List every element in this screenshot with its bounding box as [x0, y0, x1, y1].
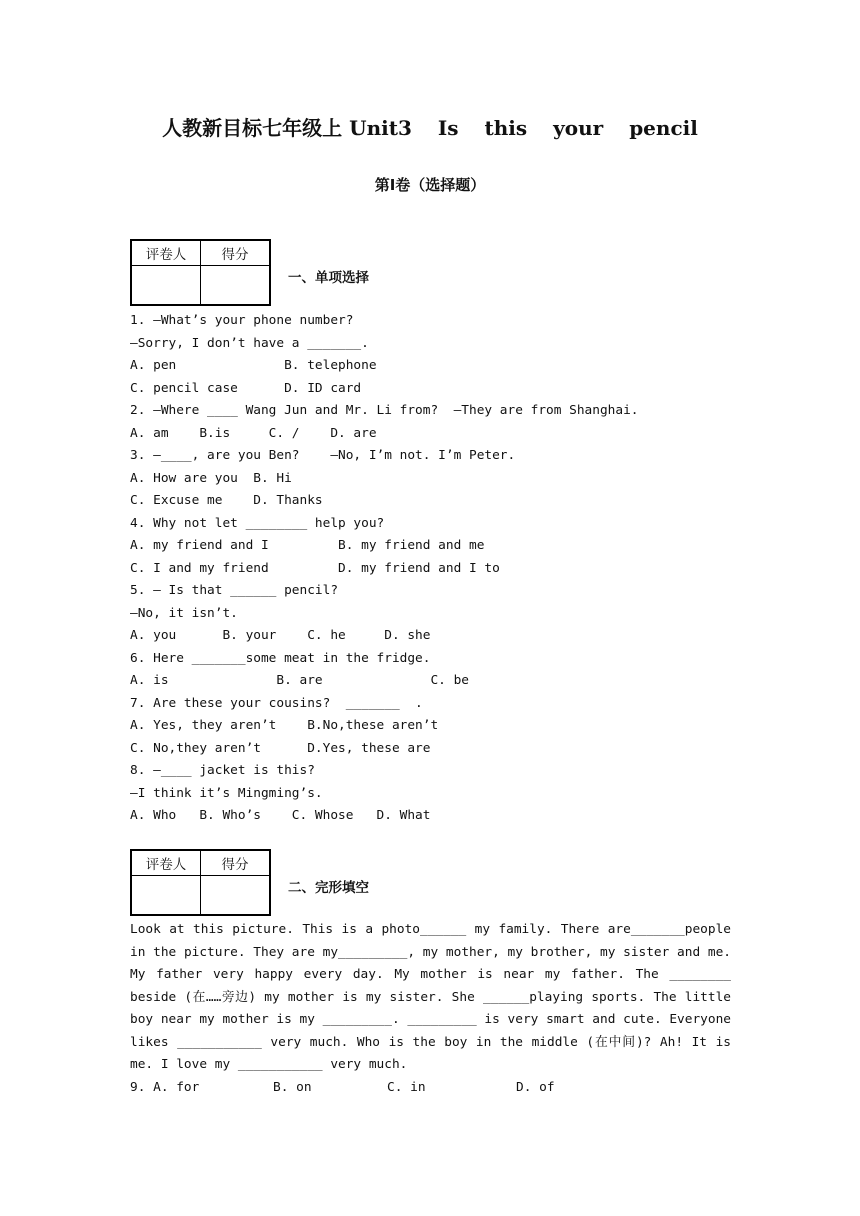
q9-option-d: D. of: [516, 1080, 555, 1095]
score-cell: [201, 876, 271, 916]
grader-header: 评卷人: [131, 850, 201, 876]
section-heading: 一、单项选择: [288, 270, 369, 286]
question-line: A. Yes, they aren’t B.No,these aren’t: [130, 718, 439, 733]
grader-header: 评卷人: [131, 240, 201, 266]
title-word: this: [484, 116, 528, 140]
question-line: 1. —What’s your phone number?: [130, 313, 354, 328]
question-line: A. Who B. Who’s C. Whose D. What: [130, 808, 431, 823]
title-word: pencil: [629, 116, 698, 140]
question-list: [130, 310, 639, 828]
question-line: A. my friend and I B. my friend and me: [130, 538, 485, 553]
section-heading: 二、完形填空: [288, 880, 369, 896]
score-table: [130, 849, 271, 916]
cloze-passage: Look at this picture. This is a photo______ my family. There are_______people in the picture. They are my_________, my mother, my brother, my sister and me. My father very happy every day. My mother is near my father. The ________ beside (在……旁边) my mother is my sister. She ______playing sports. The little boy near my mother is my _________. _________ is very smart and cute. Everyone likes ___________ very much. Who is the boy in the middle (在中间)? Ah! It is me. I love my ___________ very much.: [130, 922, 731, 1072]
question-line: 5. — Is that ______ pencil?: [130, 583, 339, 598]
question-line: 2. —Where ____ Wang Jun and Mr. Li from? —They are from Shanghai.: [130, 403, 639, 418]
question-line: 6. Here _______some meat in the fridge.: [130, 650, 431, 666]
grader-cell: [131, 876, 201, 916]
title-word: your: [553, 116, 604, 140]
question-line: A. How are you B. Hi: [130, 470, 292, 486]
question-line: —No, it isn’t.: [130, 605, 238, 621]
question-line: A. you B. your C. he D. she: [130, 628, 431, 643]
question-line: C. pencil case D. ID card: [130, 380, 362, 396]
score-table: [130, 239, 271, 306]
score-cell: [201, 266, 271, 306]
title-word: Is: [437, 116, 459, 140]
question-line: C. I and my friend D. my friend and I to: [130, 560, 500, 576]
q9-option-a: 9. A. for: [130, 1080, 200, 1095]
question-line: 4. Why not let ________ help you?: [130, 515, 385, 531]
question-line: A. is B. are C. be: [130, 673, 469, 688]
volume-subtitle: 第Ⅰ卷（选择题）: [374, 176, 486, 194]
score-header: 得分: [201, 240, 271, 266]
q9-option-b: B. on: [273, 1080, 312, 1095]
title-main: 人教新目标七年级上 Unit3: [162, 116, 412, 140]
question-line: 8. —____ jacket is this?: [130, 763, 315, 778]
question-line: A. pen B. telephone: [130, 358, 377, 373]
question-line: —Sorry, I don’t have a _______.: [130, 335, 369, 351]
question-line: 3. —____, are you Ben? —No, I’m not. I’m Peter.: [130, 448, 516, 463]
grader-cell: [131, 266, 201, 306]
question-line: C. No,they aren’t D.Yes, these are: [130, 740, 431, 756]
score-header: 得分: [201, 850, 271, 876]
q9-option-c: C. in: [387, 1080, 426, 1095]
document-title: [0, 112, 860, 141]
question-line: —I think it’s Mingming’s.: [130, 785, 323, 801]
question-line: 7. Are these your cousins? _______ .: [130, 695, 423, 711]
question-line: A. am B.is C. / D. are: [130, 425, 377, 441]
question-line: C. Excuse me D. Thanks: [130, 493, 323, 508]
